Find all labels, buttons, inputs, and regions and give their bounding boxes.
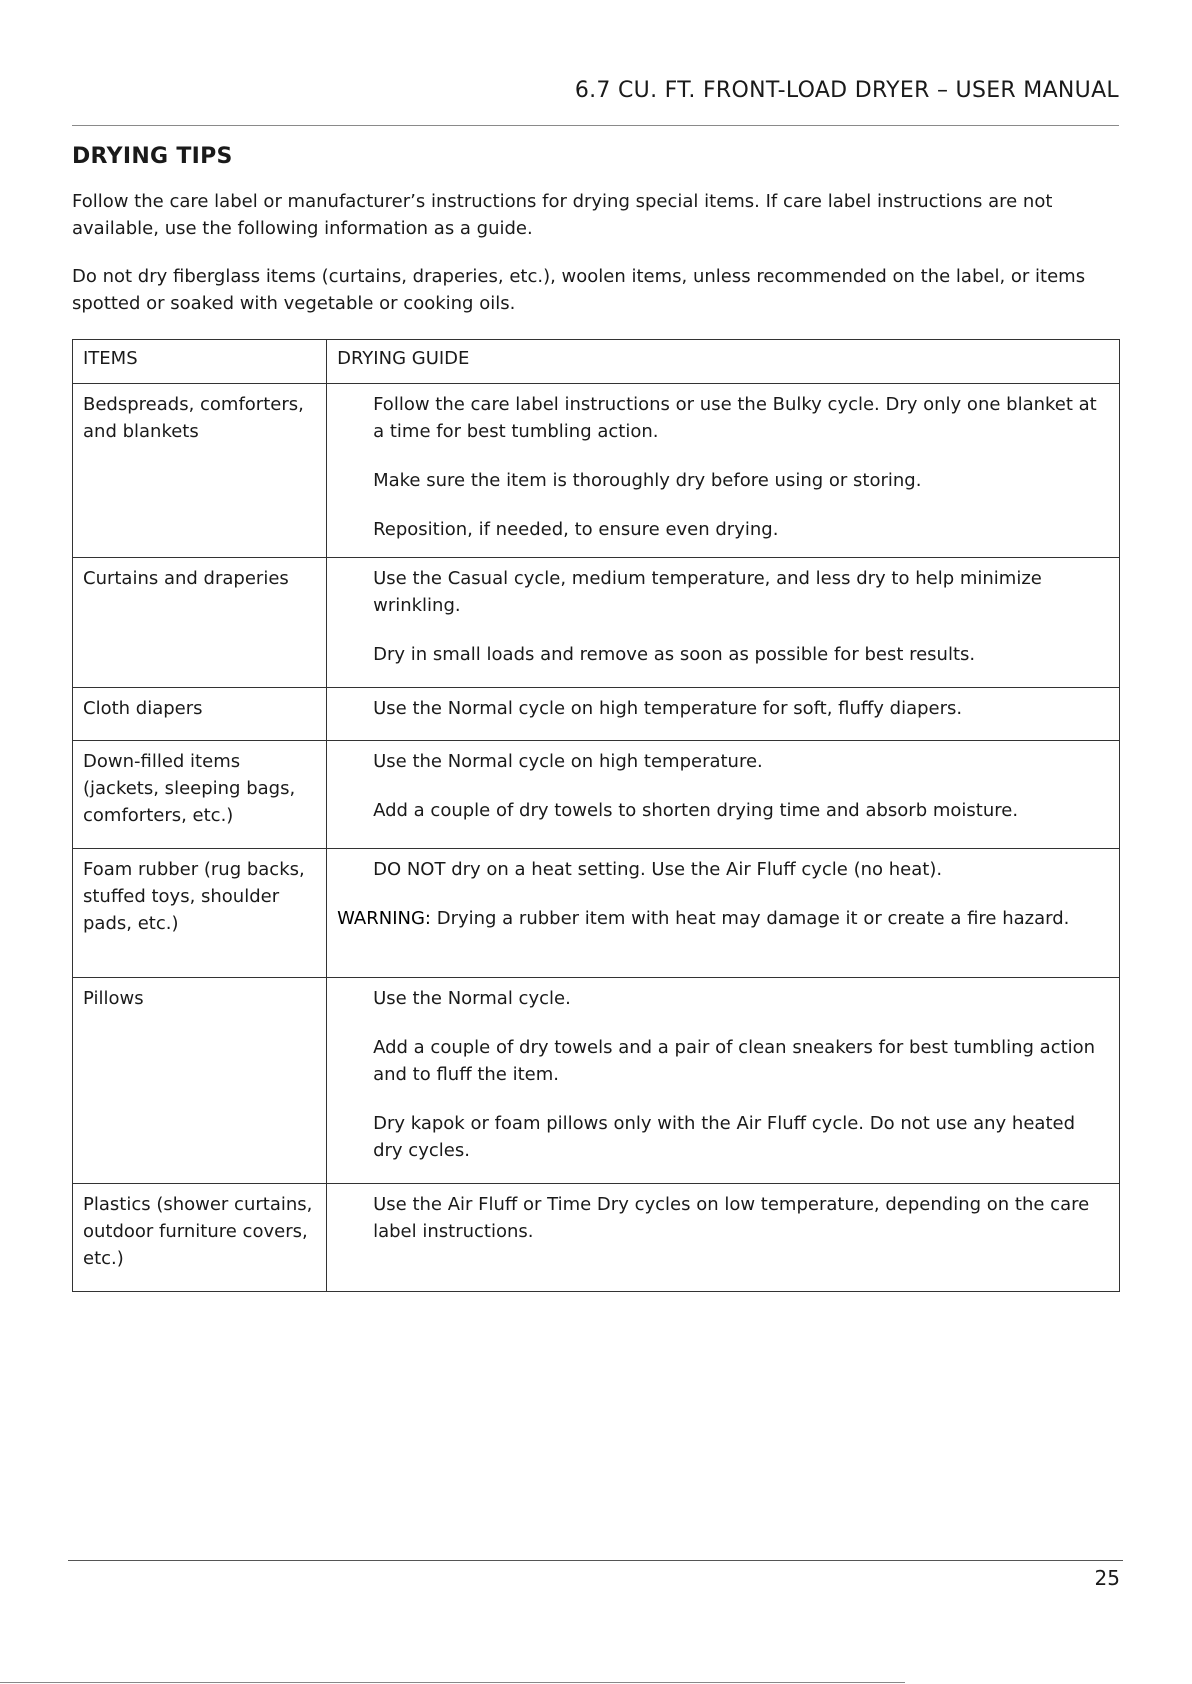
table-row [73,384,1120,558]
guide-cell [327,558,1120,688]
table-row [73,741,1120,849]
guide-text: Use the Air Fluff or Time Dry cycles on low temperature, depending on the care label instructions. [373,1194,1090,1242]
guide-text: Dry in small loads and remove as soon as possible for best results. [373,644,976,665]
table-row [73,849,1120,978]
guide-cell [327,384,1120,558]
item-cell: Pillows [73,978,327,1184]
guide-cell [327,741,1120,849]
footer-divider [68,1560,1123,1561]
guide-cell [327,1184,1120,1292]
guide-text: Add a couple of dry towels to shorten drying time and absorb moisture. [373,800,1019,821]
column-header-items: ITEMS [73,340,327,384]
item-cell: Cloth diapers [73,688,327,741]
page-number: 25 [1094,1566,1120,1590]
section-title: DRYING TIPS [72,144,233,169]
warning-text: Drying a rubber item with heat may damage it or create a fire hazard. [430,908,1070,929]
warning-note [337,905,1101,932]
table-row [73,1184,1120,1292]
guide-cell [327,688,1120,741]
table-row [73,688,1120,741]
guide-text: Use the Normal cycle. [373,988,571,1009]
header-divider [72,125,1119,126]
guide-text: DO NOT dry on a heat setting. Use the Air Fluff cycle (no heat). [373,859,943,880]
guide-cell [327,978,1120,1184]
guide-text: Add a couple of dry towels and a pair of clean sneakers for best tumbling action and to fluff the item. [373,1037,1096,1085]
page-edge-rule [0,1682,905,1683]
column-header-drying-guide: DRYING GUIDE [327,340,1120,384]
table-row [73,558,1120,688]
item-cell: Bedspreads, comforters, and blankets [73,384,327,558]
warning-label: WARNING: [337,908,431,929]
item-cell: Plastics (shower curtains, outdoor furniture covers, etc.) [73,1184,327,1292]
item-cell: Curtains and draperies [73,558,327,688]
table-row [73,978,1120,1184]
guide-text: Use the Casual cycle, medium temperature, and less dry to help minimize wrinkling. [373,568,1042,616]
guide-cell [327,849,1120,978]
item-cell: Down-filled items (jackets, sleeping bags, comforters, etc.) [73,741,327,849]
guide-text: Follow the care label instructions or use the Bulky cycle. Dry only one blanket at a time for best tumbling action. [373,394,1097,442]
guide-text: Make sure the item is thoroughly dry before using or storing. [373,470,922,491]
intro-paragraph-do-not-dry: Do not dry fiberglass items (curtains, draperies, etc.), woolen items, unless recommended on the label, or items spotted or soaked with vegetable or cooking oils. [72,266,1086,314]
guide-text: Reposition, if needed, to ensure even drying. [373,519,779,540]
drying-tips-table [72,339,1120,1292]
guide-text: Use the Normal cycle on high temperature. [373,751,763,772]
intro-paragraph-care-label: Follow the care label or manufacturer’s instructions for drying special items. If care label instructions are not available, use the following information as a guide. [72,191,1053,239]
item-cell: Foam rubber (rug backs, stuffed toys, shoulder pads, etc.) [73,849,327,978]
running-header: 6.7 CU. FT. FRONT-LOAD DRYER – USER MANUAL [574,78,1119,103]
guide-text: Dry kapok or foam pillows only with the Air Fluff cycle. Do not use any heated dry cycles. [373,1113,1075,1161]
table-header-row [73,340,1120,384]
guide-text: Use the Normal cycle on high temperature for soft, fluffy diapers. [373,698,963,719]
